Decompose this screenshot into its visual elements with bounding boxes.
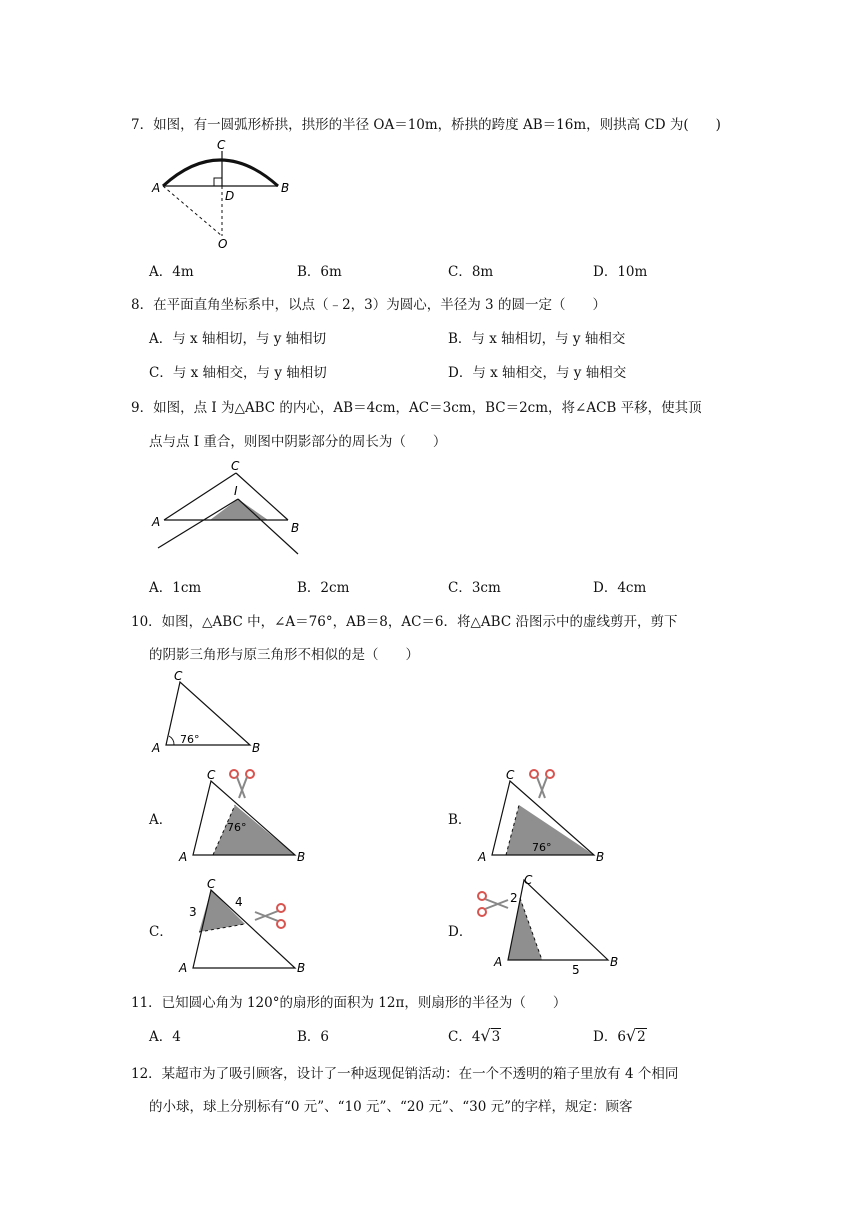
q11-option-d-radicand: 2 — [637, 1029, 646, 1045]
angle-arc — [169, 736, 174, 745]
q10-figC — [175, 876, 315, 976]
q8-stem: 8．在平面直角坐标系中，以点（﹣2，3）为圆心，半径为 3 的圆一定（ ） — [131, 297, 606, 313]
label-b: B — [596, 850, 605, 864]
label-c: C — [506, 768, 515, 782]
q9-option-b[interactable]: B．2cm — [297, 580, 350, 596]
label-c: C — [207, 877, 216, 891]
q11-option-d-prefix: D．6 — [593, 1029, 626, 1045]
segment-ao — [163, 186, 222, 236]
scissors-icon — [230, 770, 254, 798]
angle-label: 76° — [227, 821, 247, 834]
q9-stem-line2: 点与点 I 重合，则图中阴影部分的周长为（ ） — [149, 434, 447, 450]
label-c: C — [174, 669, 183, 683]
angle-label: 76° — [532, 841, 552, 854]
sqrt-symbol: √ — [480, 1026, 491, 1045]
side-label-1: 2 — [510, 891, 518, 905]
q9-figure — [148, 456, 308, 560]
shaded-triangle — [213, 805, 295, 855]
q10-option-b[interactable]: B． — [448, 812, 472, 828]
label-c: C — [217, 138, 226, 152]
label-b: B — [291, 521, 300, 535]
scissors-icon — [255, 904, 285, 928]
scissors-icon — [478, 892, 508, 916]
shaded-triangle — [210, 499, 268, 520]
q11-option-d[interactable] — [593, 1025, 647, 1045]
q12-stem-line1: 12．某超市为了吸引顾客，设计了一种返现促销活动：在一个不透明的箱子里放有 4 个相同 — [131, 1066, 679, 1082]
q11-option-b[interactable]: B．6 — [297, 1029, 330, 1045]
side-label-1: 3 — [189, 905, 197, 919]
side-label-2: 5 — [572, 963, 580, 976]
scissors-icon — [530, 770, 554, 798]
angle-label: 76° — [180, 733, 200, 746]
label-a: A — [478, 850, 487, 864]
q9-option-c[interactable]: C．3cm — [448, 580, 501, 596]
q10-main-figure — [148, 668, 268, 756]
q10-figD — [474, 872, 624, 976]
label-a: A — [152, 515, 161, 529]
q10-stem-line2: 的阴影三角形与原三角形不相似的是（ ） — [149, 647, 419, 663]
q10-option-d[interactable]: D． — [448, 924, 473, 940]
q11-stem: 11．已知圆心角为 120°的扇形的面积为 12π，则扇形的半径为（ ） — [131, 995, 567, 1011]
q10-option-c[interactable]: C． — [149, 924, 173, 940]
q10-figB — [474, 765, 614, 865]
label-a: A — [152, 181, 161, 195]
moved-ray-1 — [158, 499, 238, 548]
label-b: B — [252, 741, 261, 755]
q7-stem: 7．如图，有一圆弧形桥拱，拱形的半径 OA＝10m，桥拱的跨度 AB＝16m，则拱高 CD 为( ) — [131, 117, 721, 133]
q10-option-a[interactable]: A． — [149, 812, 173, 828]
label-b: B — [610, 955, 619, 969]
q10-stem-line1: 10．如图，△ABC 中，∠A＝76°，AB＝8，AC＝6．将△ABC 沿图示中的虚线剪开，剪下 — [131, 614, 678, 630]
q11-option-c-radicand: 3 — [491, 1029, 501, 1045]
q7-option-a[interactable]: A．4m — [149, 264, 194, 280]
bridge-arc — [163, 160, 278, 186]
sqrt-symbol: √ — [625, 1026, 637, 1045]
q10-figA — [175, 765, 315, 865]
q9-stem-line1: 9．如图，点 I 为△ABC 的内心，AB＝4cm，AC＝3cm，BC＝2cm，将∠ACB 平移，使其顶 — [131, 400, 702, 416]
q9-option-d[interactable]: D．4cm — [593, 580, 647, 596]
q7-option-c[interactable]: C．8m — [448, 264, 494, 280]
q8-option-d[interactable]: D．与 x 轴相交，与 y 轴相交 — [448, 365, 627, 381]
q12-stem-line2: 的小球，球上分别标有“0 元”、“10 元”、“20 元”、“30 元”的字样，规定：顾客 — [149, 1099, 633, 1115]
label-b: B — [297, 850, 306, 864]
label-a: A — [179, 850, 188, 864]
label-c: C — [207, 768, 216, 782]
side-label-2: 4 — [235, 895, 243, 909]
q7-option-b[interactable]: B．6m — [297, 264, 342, 280]
label-c: C — [231, 459, 240, 473]
label-b: B — [297, 961, 306, 975]
label-a: A — [179, 961, 188, 975]
q7-option-d[interactable]: D．10m — [593, 264, 648, 280]
shaded-triangle — [508, 898, 542, 960]
q7-figure — [148, 138, 293, 253]
label-b: B — [281, 181, 290, 195]
q9-option-a[interactable]: A．1cm — [149, 580, 202, 596]
label-a: A — [152, 741, 161, 755]
label-i: I — [234, 484, 238, 498]
label-a: A — [494, 955, 503, 969]
q11-option-c-prefix: C．4 — [448, 1029, 481, 1045]
label-c: C — [524, 873, 533, 887]
q8-option-b[interactable]: B．与 x 轴相切，与 y 轴相交 — [448, 331, 626, 347]
triangle-abc — [166, 682, 250, 745]
label-d: D — [225, 189, 235, 203]
moved-ray-2 — [238, 499, 298, 554]
label-o: O — [218, 237, 228, 251]
q11-option-a[interactable]: A．4 — [149, 1029, 181, 1045]
q8-option-a[interactable]: A．与 x 轴相切，与 y 轴相切 — [149, 331, 327, 347]
q8-option-c[interactable]: C．与 x 轴相交，与 y 轴相切 — [149, 365, 327, 381]
q11-option-c[interactable] — [448, 1025, 501, 1045]
right-angle-mark — [214, 178, 222, 186]
